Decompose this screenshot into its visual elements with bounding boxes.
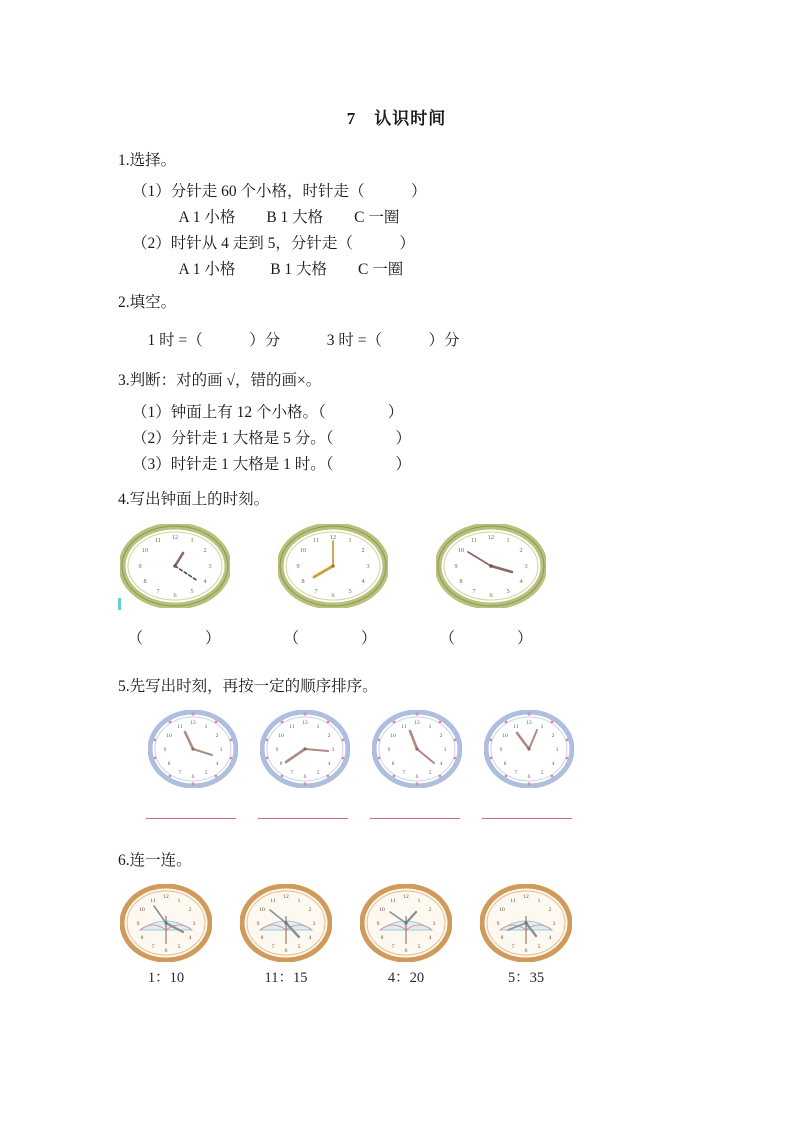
svg-text:7: 7 [178, 770, 182, 776]
svg-text:3: 3 [366, 563, 370, 570]
question-4-answer-row [120, 626, 540, 648]
svg-text:12: 12 [329, 534, 337, 541]
clock-q5-3 [372, 710, 462, 788]
time-label-1[interactable]: 1：10 [147, 970, 185, 986]
svg-text:12: 12 [190, 720, 196, 726]
question-3-item-3: （3）时针走 1 大格是 1 时。（ ） [132, 456, 412, 473]
answer-blank-3[interactable]: （ ） [439, 630, 533, 647]
question-1-choices-1: A 1 小格 B 1 大格 C 一圈 [132, 209, 400, 226]
svg-text:2: 2 [428, 907, 432, 913]
svg-text:8: 8 [500, 935, 504, 941]
svg-text:7: 7 [514, 770, 518, 776]
svg-text:10: 10 [390, 733, 396, 739]
svg-text:6: 6 [404, 948, 408, 954]
svg-text:3: 3 [443, 747, 447, 753]
svg-text:2: 2 [203, 547, 207, 554]
question-6-label-row [120, 966, 620, 987]
svg-text:6: 6 [524, 948, 528, 954]
svg-text:7: 7 [472, 588, 476, 595]
svg-text:6: 6 [191, 774, 195, 780]
time-label-2[interactable]: 11：15 [264, 970, 308, 986]
svg-text:11: 11 [390, 898, 396, 904]
svg-text:9: 9 [496, 921, 500, 927]
svg-text:9: 9 [376, 921, 380, 927]
svg-text:5: 5 [297, 944, 301, 950]
question-3-number: 3.判断：对的画 √，错的画×。 [118, 372, 322, 389]
svg-text:2: 2 [188, 907, 192, 913]
clock-q6-1 [120, 884, 212, 962]
question-3-item-1: （1）钟面上有 12 个小格。（ ） [132, 404, 404, 421]
svg-text:2: 2 [361, 547, 365, 554]
svg-text:4: 4 [361, 578, 365, 585]
svg-text:7: 7 [402, 770, 406, 776]
svg-text:6: 6 [164, 948, 168, 954]
svg-text:8: 8 [459, 578, 463, 585]
svg-text:3: 3 [192, 921, 196, 927]
svg-text:5: 5 [316, 770, 320, 776]
svg-text:12: 12 [163, 894, 169, 900]
svg-text:5: 5 [506, 588, 510, 595]
svg-text:11: 11 [155, 537, 161, 544]
svg-text:6: 6 [331, 592, 335, 599]
svg-text:11: 11 [513, 724, 519, 730]
svg-text:10: 10 [259, 907, 265, 913]
svg-text:8: 8 [140, 935, 144, 941]
svg-text:9: 9 [275, 747, 279, 753]
svg-text:4: 4 [327, 761, 331, 767]
clock-q6-2 [240, 884, 332, 962]
write-line-4[interactable] [482, 818, 572, 819]
svg-text:2: 2 [215, 733, 219, 739]
svg-text:3: 3 [432, 921, 436, 927]
svg-text:5: 5 [417, 944, 421, 950]
question-5-number: 5.先写出时刻，再按一定的顺序排序。 [118, 678, 378, 695]
question-1-number: 1.选择。 [118, 152, 177, 169]
time-label-4[interactable]: 5：35 [507, 970, 545, 986]
svg-text:1: 1 [177, 898, 181, 904]
svg-text:11: 11 [177, 724, 183, 730]
svg-text:10: 10 [166, 733, 172, 739]
svg-text:12: 12 [403, 894, 409, 900]
svg-text:12: 12 [487, 534, 495, 541]
svg-text:1: 1 [428, 724, 432, 730]
svg-text:7: 7 [290, 770, 294, 776]
svg-text:6: 6 [173, 592, 177, 599]
svg-text:4: 4 [215, 761, 219, 767]
question-1-choices-2: A 1 小格 B 1 大格 C 一圈 [132, 261, 404, 278]
svg-text:2: 2 [308, 907, 312, 913]
svg-text:7: 7 [314, 588, 318, 595]
svg-text:7: 7 [271, 944, 275, 950]
question-2-fill-blanks: 1 时 =（ ）分 3 时 =（ ）分 [132, 332, 460, 349]
svg-text:10: 10 [278, 733, 284, 739]
svg-text:4: 4 [188, 935, 192, 941]
svg-text:12: 12 [171, 534, 179, 541]
svg-text:1: 1 [204, 724, 208, 730]
page-title: 7 认识时间 [346, 109, 447, 128]
svg-text:3: 3 [208, 563, 212, 570]
question-4-clock-row [120, 524, 540, 608]
svg-text:7: 7 [156, 588, 160, 595]
clock-q6-3 [360, 884, 452, 962]
svg-text:11: 11 [471, 537, 477, 544]
svg-text:12: 12 [526, 720, 532, 726]
clock-q5-2 [260, 710, 350, 788]
svg-text:5: 5 [204, 770, 208, 776]
svg-text:4: 4 [203, 578, 207, 585]
clock-q4-1 [120, 524, 230, 608]
svg-text:5: 5 [428, 770, 432, 776]
svg-text:1: 1 [506, 537, 510, 544]
svg-text:9: 9 [163, 747, 167, 753]
question-2-number: 2.填空。 [118, 294, 177, 311]
svg-text:6: 6 [284, 948, 288, 954]
question-1-option-b: （2）时针从 4 走到 5，分针走（ ） [132, 235, 415, 252]
svg-text:9: 9 [499, 747, 503, 753]
svg-text:11: 11 [313, 537, 319, 544]
svg-text:10: 10 [379, 907, 385, 913]
svg-text:8: 8 [279, 761, 283, 767]
question-3-item-2: （2）分针走 1 大格是 5 分。（ ） [132, 430, 412, 447]
svg-text:2: 2 [548, 907, 552, 913]
write-line-1[interactable] [146, 818, 236, 819]
clock-q6-4 [480, 884, 572, 962]
svg-text:2: 2 [551, 733, 555, 739]
svg-text:12: 12 [302, 720, 308, 726]
svg-text:5: 5 [348, 588, 352, 595]
svg-text:8: 8 [391, 761, 395, 767]
answer-blank-2[interactable]: （ ） [283, 630, 377, 647]
svg-text:1: 1 [190, 537, 194, 544]
svg-text:8: 8 [167, 761, 171, 767]
svg-text:9: 9 [256, 921, 260, 927]
question-1-option-a: （1）分针走 60 个小格，时针走（ ） [132, 183, 427, 200]
svg-text:11: 11 [401, 724, 407, 730]
svg-text:1: 1 [316, 724, 320, 730]
svg-text:1: 1 [540, 724, 544, 730]
svg-text:6: 6 [415, 774, 419, 780]
svg-text:11: 11 [510, 898, 516, 904]
svg-text:10: 10 [457, 547, 465, 554]
svg-text:6: 6 [303, 774, 307, 780]
svg-text:4: 4 [439, 761, 443, 767]
svg-text:3: 3 [219, 747, 223, 753]
svg-text:9: 9 [138, 563, 142, 570]
svg-text:1: 1 [297, 898, 301, 904]
svg-text:11: 11 [150, 898, 156, 904]
svg-text:3: 3 [552, 921, 556, 927]
svg-text:7: 7 [151, 944, 155, 950]
write-line-3[interactable] [370, 818, 460, 819]
svg-text:3: 3 [331, 747, 335, 753]
svg-text:8: 8 [503, 761, 507, 767]
svg-text:1: 1 [348, 537, 352, 544]
svg-text:9: 9 [454, 563, 458, 570]
svg-text:12: 12 [283, 894, 289, 900]
svg-text:5: 5 [540, 770, 544, 776]
svg-text:11: 11 [270, 898, 276, 904]
question-5-write-lines [146, 818, 646, 819]
svg-text:3: 3 [312, 921, 316, 927]
svg-text:2: 2 [439, 733, 443, 739]
write-line-2[interactable] [258, 818, 348, 819]
svg-text:3: 3 [524, 563, 528, 570]
svg-text:4: 4 [548, 935, 552, 941]
svg-text:10: 10 [139, 907, 145, 913]
svg-text:6: 6 [489, 592, 493, 599]
answer-blank-1[interactable]: （ ） [127, 630, 221, 647]
svg-text:8: 8 [301, 578, 305, 585]
svg-text:5: 5 [190, 588, 194, 595]
question-6-number: 6.连一连。 [118, 852, 192, 869]
svg-text:12: 12 [523, 894, 529, 900]
question-4-number: 4.写出钟面上的时刻。 [118, 491, 270, 508]
svg-text:4: 4 [308, 935, 312, 941]
svg-text:8: 8 [380, 935, 384, 941]
svg-text:9: 9 [296, 563, 300, 570]
svg-text:9: 9 [136, 921, 140, 927]
svg-text:8: 8 [260, 935, 264, 941]
time-label-3[interactable]: 4：20 [387, 970, 425, 986]
svg-text:2: 2 [519, 547, 523, 554]
svg-text:12: 12 [414, 720, 420, 726]
clock-q5-1 [148, 710, 238, 788]
clock-q4-3 [436, 524, 546, 608]
svg-text:10: 10 [141, 547, 149, 554]
svg-text:10: 10 [502, 733, 508, 739]
svg-text:6: 6 [527, 774, 531, 780]
svg-text:8: 8 [143, 578, 147, 585]
question-5-clock-row [148, 710, 648, 788]
svg-text:1: 1 [417, 898, 421, 904]
svg-text:7: 7 [391, 944, 395, 950]
question-6-clock-row [120, 884, 620, 962]
svg-text:4: 4 [428, 935, 432, 941]
svg-text:5: 5 [537, 944, 541, 950]
svg-text:10: 10 [499, 907, 505, 913]
svg-text:2: 2 [327, 733, 331, 739]
clock-q5-4 [484, 710, 574, 788]
svg-text:4: 4 [551, 761, 555, 767]
svg-text:9: 9 [387, 747, 391, 753]
svg-text:5: 5 [177, 944, 181, 950]
svg-text:4: 4 [519, 578, 523, 585]
svg-text:11: 11 [289, 724, 295, 730]
svg-text:3: 3 [555, 747, 559, 753]
svg-text:7: 7 [511, 944, 515, 950]
svg-text:10: 10 [299, 547, 307, 554]
clock-q4-2 [278, 524, 388, 608]
svg-text:1: 1 [537, 898, 541, 904]
